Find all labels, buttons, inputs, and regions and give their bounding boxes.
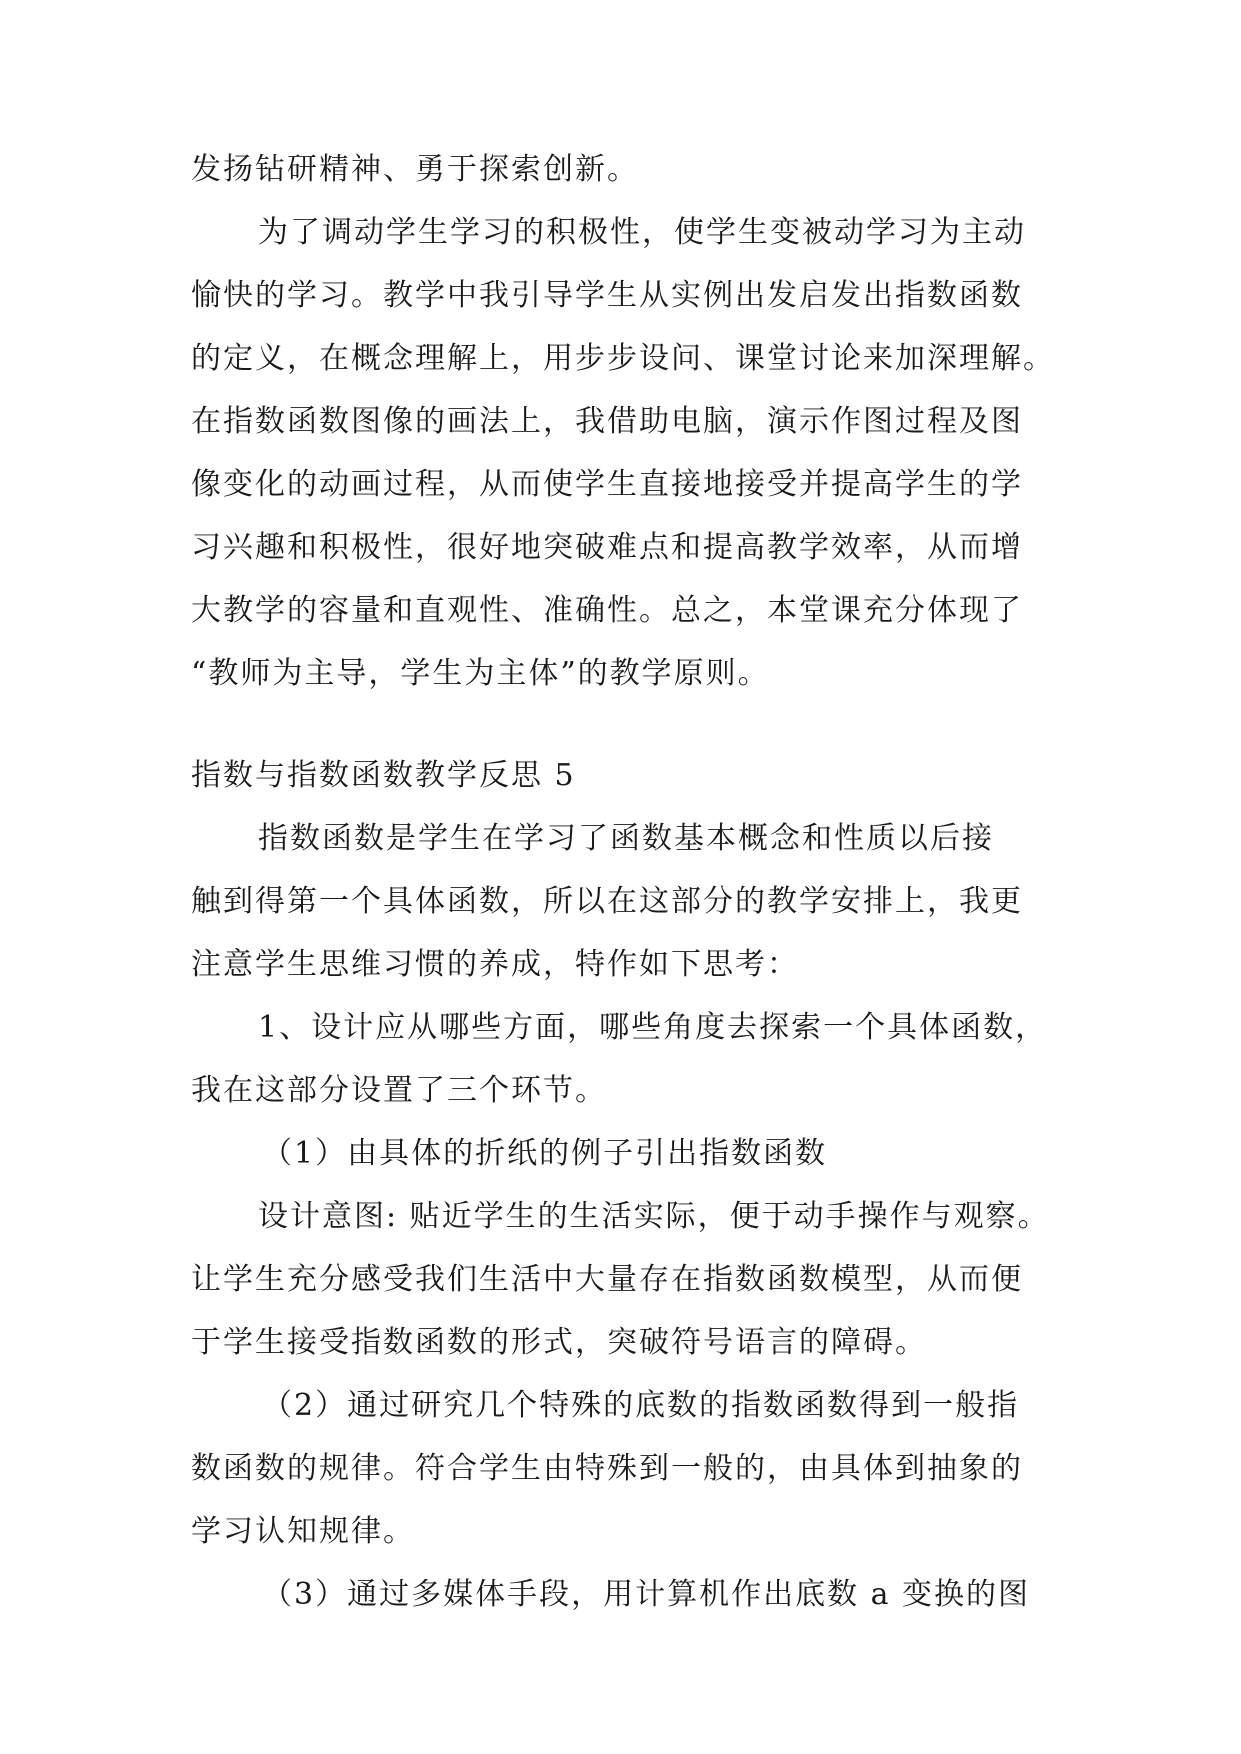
section-heading: 指数与指数函数教学反思 5 <box>191 758 576 793</box>
paragraph-line: 愉快的学习。教学中我引导学生从实例出发启发出指数函数 <box>191 278 1023 313</box>
paragraph-line: 在指数函数图像的画法上，我借助电脑，演示作图过程及图 <box>191 404 1023 439</box>
paragraph-line: 1、设计应从哪些方面，哪些角度去探索一个具体函数， <box>258 1010 1048 1045</box>
paragraph-line: 习兴趣和积极性，很好地突破难点和提高教学效率，从而增 <box>191 530 1023 565</box>
paragraph-line: 注意学生思维习惯的养成，特作如下思考： <box>191 947 799 982</box>
paragraph-line: “教师为主导，学生为主体”的教学原则。 <box>191 656 770 691</box>
paragraph-line: 发扬钻研精神、勇于探索创新。 <box>191 152 639 187</box>
paragraph-line: 像变化的动画过程，从而使学生直接地接受并提高学生的学 <box>191 467 1023 502</box>
paragraph-line: 学习认知规律。 <box>191 1514 415 1549</box>
paragraph-line: 的定义，在概念理解上，用步步设问、课堂讨论来加深理解。 <box>191 341 1055 376</box>
list-item: （2）通过研究几个特殊的底数的指数函数得到一般指 <box>262 1388 1020 1423</box>
paragraph-line: 我在这部分设置了三个环节。 <box>191 1073 607 1108</box>
paragraph-line: 数函数的规律。符合学生由特殊到一般的，由具体到抽象的 <box>191 1451 1023 1486</box>
list-item: （3）通过多媒体手段，用计算机作出底数 a 变换的图 <box>262 1577 1031 1612</box>
paragraph-line: 为了调动学生学习的积极性，使学生变被动学习为主动 <box>258 215 1026 250</box>
paragraph-line: 指数函数是学生在学习了函数基本概念和性质以后接 <box>258 821 994 856</box>
paragraph-line: 让学生充分感受我们生活中大量存在指数函数模型，从而便 <box>191 1262 1023 1297</box>
list-item: （1）由具体的折纸的例子引出指数函数 <box>262 1136 828 1171</box>
paragraph-line: 于学生接受指数函数的形式，突破符号语言的障碍。 <box>191 1325 927 1360</box>
paragraph-line: 触到得第一个具体函数，所以在这部分的教学安排上，我更 <box>191 884 1023 919</box>
paragraph-line: 大教学的容量和直观性、准确性。总之，本堂课充分体现了 <box>191 593 1023 628</box>
paragraph-line: 设计意图: 贴近学生的生活实际，便于动手操作与观察。 <box>258 1199 1050 1234</box>
